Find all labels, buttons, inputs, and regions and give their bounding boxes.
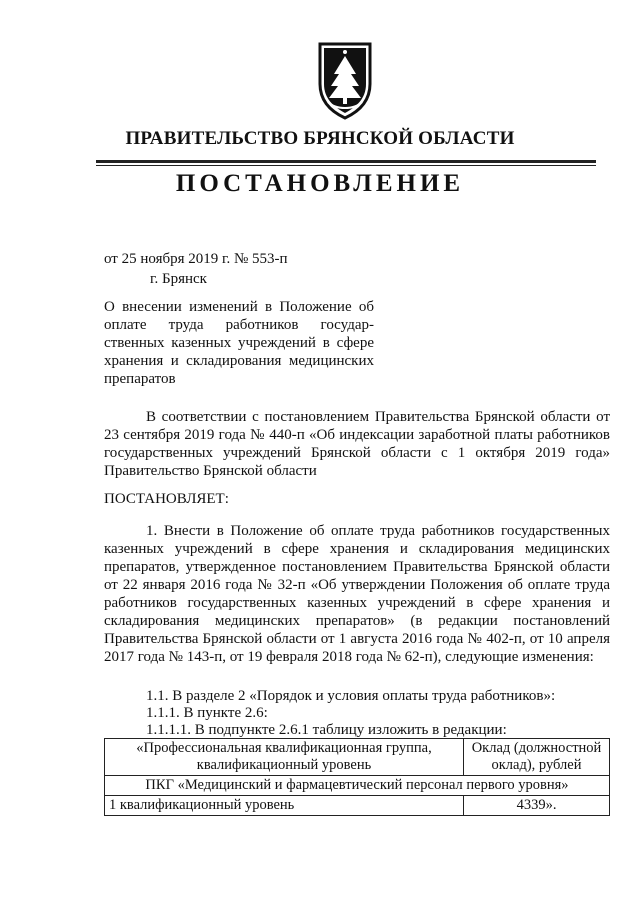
organization-name: ПРАВИТЕЛЬСТВО БРЯНСКОЙ ОБЛАСТИ [125, 128, 515, 149]
header-rule-thin [96, 165, 596, 166]
table-header-row [105, 739, 610, 776]
date-number-line: от 25 ноября 2019 г. № 553-п [104, 251, 288, 267]
salary-table [104, 738, 610, 816]
table-cell-level: 1 квалификационный уровень [105, 796, 464, 816]
resolves-heading: ПОСТАНОВЛЯЕТ: [104, 491, 229, 507]
document-type-title: ПОСТАНОВЛЕНИЕ [175, 170, 465, 197]
table-header-group-level: «Профессиональная квалификационная группа, квалификационный уровень [105, 739, 464, 776]
header-rule-thick [96, 160, 596, 163]
item-1-1-1-1-line: 1.1.1.1. В подпункте 2.6.1 таблицу изложить в редакции: [146, 722, 507, 738]
preamble-paragraph: В соответствии с постановлением Правительства Брянской области от 23 сентября 2019 года № 440-п «Об индексации заработной платы работников государственных учреждений Брянской области с 1 октября 2019 года» Правительство Брянской области [104, 409, 610, 479]
item-1-1-1-line: 1.1.1. В пункте 2.6: [146, 705, 268, 721]
table-header-salary: Оклад (должностной оклад), рублей [464, 739, 610, 776]
coat-of-arms-emblem [314, 40, 376, 120]
table-group-title: ПКГ «Медицинский и фармацевтический персонал первого уровня» [105, 776, 610, 796]
table-cell-salary: 4339». [464, 796, 610, 816]
item-1-1-line: 1.1. В разделе 2 «Порядок и условия оплаты труда работников»: [146, 688, 556, 704]
table-row [105, 796, 610, 816]
item-1-paragraph: 1. Внести в Положение об оплате труда работников государственных казенных учреждений в сфере хранения и складирования медицинских препаратов, утвержденное постановлением Правительства Брянской области от 22 января 2016 года № 32-п «Об утверждении Положения об оплате труда работников государственных казенных учреждений в сфере хранения и складирования медицинских препаратов» (в редакции постановлений Правительства Брянской области от 1 августа 2016 года № 402-п, от 10 апреля 2017 года № 143-п, от 19 февраля 2018 года № 62-п), следующие изменения: [104, 523, 610, 665]
city-line: г. Брянск [150, 271, 207, 287]
table-group-row [105, 776, 610, 796]
document-subject: О внесении изменений в Положение об оплате труда работников государ-ственных казенных учреждений в сфере хранения и складирования медицинских препаратов [104, 299, 374, 387]
